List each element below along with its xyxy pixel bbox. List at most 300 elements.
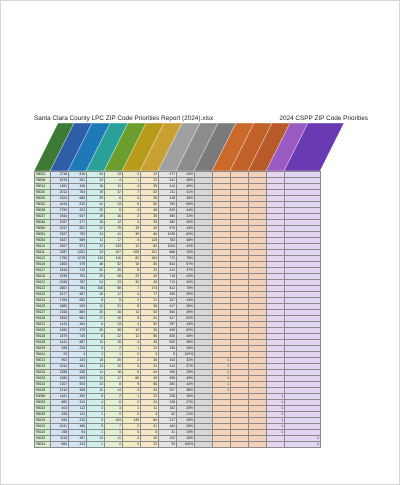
value-cell: 102 — [159, 436, 177, 442]
value-cell: 569 — [69, 238, 87, 244]
value-cell: 26 — [87, 328, 105, 334]
column-header — [122, 123, 164, 171]
value-cell: 318 — [159, 196, 177, 202]
value-cell — [213, 442, 231, 448]
value-cell: 2 — [123, 172, 141, 178]
value-cell: 217 — [159, 418, 177, 424]
value-cell: 46 — [87, 262, 105, 268]
value-cell: 28 — [141, 358, 159, 364]
zip-cell: 95019 — [35, 364, 51, 370]
value-cell: 13 — [87, 364, 105, 370]
value-cell: 40 — [141, 280, 159, 286]
value-cell: 783 — [159, 238, 177, 244]
value-cell: 22 — [141, 394, 159, 400]
value-cell: 35 — [105, 268, 123, 274]
value-cell: 343 — [159, 358, 177, 364]
value-cell: 17 — [105, 238, 123, 244]
value-cell: 31 — [159, 430, 177, 436]
report-title: Santa Clara County LPC ZIP Code Priorities Report (2024).xlsx — [34, 115, 214, 122]
value-cell: 1441 — [51, 340, 69, 346]
value-cell: 6 — [105, 196, 123, 202]
value-cell: 1210 — [51, 388, 69, 394]
value-cell: 1939 — [51, 274, 69, 280]
value-cell: 44% — [177, 382, 195, 388]
value-cell: 12 — [105, 220, 123, 226]
zip-cell: 94085 — [35, 394, 51, 400]
value-cell: 1678 — [51, 178, 69, 184]
value-cell: 902 — [51, 358, 69, 364]
value-cell: 557 — [69, 292, 87, 298]
value-cell: 22 — [87, 244, 105, 250]
value-cell: 1507 — [51, 244, 69, 250]
value-cell: 4 — [123, 208, 141, 214]
value-cell: 11 — [87, 340, 105, 346]
zip-cell: 95116 — [35, 262, 51, 268]
value-cell: 1827 — [51, 238, 69, 244]
value-cell: 2477 — [51, 292, 69, 298]
value-cell: 28 — [141, 196, 159, 202]
value-cell: 1 — [285, 436, 321, 442]
value-cell: 1001 — [69, 250, 87, 256]
zip-cell: 95045 — [35, 412, 51, 418]
column-header — [158, 123, 200, 171]
zip-cell: 95140 — [35, 430, 51, 436]
value-cell: 2 — [123, 214, 141, 220]
value-cell: 816 — [69, 172, 87, 178]
value-cell: 208 — [51, 412, 69, 418]
value-cell: 961 — [69, 178, 87, 184]
value-cell: 1078 — [69, 256, 87, 262]
value-cell: 3 — [123, 364, 141, 370]
value-cell: 1041 — [51, 424, 69, 430]
zip-cell: 95119 — [35, 418, 51, 424]
value-cell: 497 — [69, 436, 87, 442]
value-cell: 1544 — [51, 214, 69, 220]
value-cell: 887 — [69, 340, 87, 346]
value-cell: 115 — [87, 256, 105, 262]
value-cell: 52 — [141, 190, 159, 196]
value-cell: 408 — [159, 328, 177, 334]
value-cell: 25 — [87, 196, 105, 202]
value-cell: 1 — [123, 406, 141, 412]
value-cell: 296 — [159, 376, 177, 382]
zip-cell: 95126 — [35, 370, 51, 376]
zip-cell: 95054 — [35, 238, 51, 244]
value-cell: 36 — [141, 304, 159, 310]
value-cell: 35 — [141, 184, 159, 190]
value-cell: 1 — [87, 442, 105, 448]
value-cell: 327 — [159, 298, 177, 304]
value-cell: 46% — [177, 184, 195, 190]
value-cell: 540 — [51, 418, 69, 424]
value-cell: 38% — [177, 178, 195, 184]
value-cell: 1288 — [51, 370, 69, 376]
value-cell: 477 — [69, 220, 87, 226]
value-cell: 16 — [87, 184, 105, 190]
zip-cell: 94022 — [35, 436, 51, 442]
zip-cell: 95141 — [35, 352, 51, 358]
value-cell: 455 — [51, 346, 69, 352]
value-cell: 1161 — [51, 394, 69, 400]
value-cell: 38 — [105, 328, 123, 334]
value-cell: 66 — [123, 376, 141, 382]
value-cell: 16 — [105, 370, 123, 376]
value-cell: 29% — [177, 370, 195, 376]
value-cell: 2 — [105, 394, 123, 400]
value-cell: 11 — [87, 238, 105, 244]
value-cell: 41% — [177, 190, 195, 196]
value-cell: 2 — [123, 298, 141, 304]
value-cell: 19 — [87, 214, 105, 220]
value-cell: 94 — [69, 430, 87, 436]
value-cell — [195, 442, 213, 448]
value-cell: 1 — [105, 430, 123, 436]
value-cell: 22 — [141, 268, 159, 274]
value-cell: 152 — [159, 406, 177, 412]
value-cell: 8 — [87, 298, 105, 304]
value-cell: 39 — [123, 232, 141, 238]
value-cell: 2 — [105, 346, 123, 352]
value-cell: 668 — [159, 250, 177, 256]
value-cell: 4 — [123, 322, 141, 328]
value-cell: 3 — [141, 352, 159, 358]
value-cell: 784 — [69, 286, 87, 292]
value-cell: 1057 — [51, 220, 69, 226]
value-cell: 754 — [69, 190, 87, 196]
value-cell: 14 — [123, 310, 141, 316]
zip-cell: 95020 — [35, 190, 51, 196]
value-cell: 464 — [69, 322, 87, 328]
value-cell: 55% — [177, 202, 195, 208]
value-cell: 19% — [177, 430, 195, 436]
value-cell: 43% — [177, 322, 195, 328]
value-cell: 1 — [213, 358, 231, 364]
value-cell: 17 — [87, 316, 105, 322]
value-cell: 1080 — [51, 376, 69, 382]
value-cell: 77 — [141, 292, 159, 298]
value-cell: 60 — [141, 202, 159, 208]
value-cell: 23 — [105, 280, 123, 286]
value-cell: 48 — [141, 208, 159, 214]
value-cell: 2718 — [51, 172, 69, 178]
zip-cell: 95112 — [35, 256, 51, 262]
zip-cell: 95122 — [35, 286, 51, 292]
value-cell: 680 — [69, 196, 87, 202]
zip-cell: 95121 — [35, 280, 51, 286]
value-cell: 93 — [159, 442, 177, 448]
value-cell: 94 — [87, 172, 105, 178]
value-cell: 24 — [87, 280, 105, 286]
value-cell: 104 — [105, 418, 123, 424]
value-cell: 36% — [177, 394, 195, 400]
value-cell: 772 — [159, 256, 177, 262]
value-cell: 100% — [177, 442, 195, 448]
value-cell: 35 — [141, 214, 159, 220]
value-cell: 1 — [105, 352, 123, 358]
value-cell: 23 — [87, 250, 105, 256]
value-cell: 58 — [105, 286, 123, 292]
value-cell: 57% — [177, 262, 195, 268]
value-cell: 49% — [177, 310, 195, 316]
value-cell: 1750 — [51, 256, 69, 262]
value-cell: 8 — [105, 382, 123, 388]
value-cell: 6 — [123, 238, 141, 244]
value-cell: 1 — [267, 412, 285, 418]
value-cell: 6 — [105, 400, 123, 406]
value-cell: 15 — [105, 340, 123, 346]
value-cell: 5 — [159, 352, 177, 358]
value-cell: 64 — [141, 370, 159, 376]
zip-cell: 95043 — [35, 406, 51, 412]
value-cell: 718 — [159, 274, 177, 280]
value-cell: 661 — [69, 316, 87, 322]
value-cell: 5 — [105, 298, 123, 304]
value-cell — [267, 442, 285, 448]
value-cell: 860 — [51, 442, 69, 448]
zip-cell: 95123 — [35, 292, 51, 298]
value-cell: 4 — [87, 400, 105, 406]
value-cell: 536 — [159, 334, 177, 340]
column-header — [140, 123, 182, 171]
value-cell: 107 — [105, 250, 123, 256]
value-cell: 36% — [177, 196, 195, 202]
value-cell: 8 — [87, 334, 105, 340]
value-cell: 314 — [159, 364, 177, 370]
value-cell: 417 — [159, 304, 177, 310]
value-cell: 1 — [285, 442, 321, 448]
zip-cell: 95138 — [35, 340, 51, 346]
value-cell: 403 — [51, 406, 69, 412]
value-cell: 66 — [141, 232, 159, 238]
value-cell: 0 — [123, 412, 141, 418]
value-cell: 0 — [123, 430, 141, 436]
zip-cell: 95033 — [35, 400, 51, 406]
zip-cell: 95134 — [35, 382, 51, 388]
column-header — [266, 123, 308, 171]
zip-cell: 95120 — [35, 424, 51, 430]
value-cell: 8 — [123, 268, 141, 274]
value-cell: 52% — [177, 316, 195, 322]
value-cell: 21% — [177, 412, 195, 418]
value-cell: 16 — [105, 310, 123, 316]
value-cell: 44% — [177, 298, 195, 304]
value-cell: 787 — [69, 280, 87, 286]
value-cell: 21 — [141, 298, 159, 304]
value-cell: 2667 — [51, 286, 69, 292]
value-cell: 17 — [105, 292, 123, 298]
value-cell: 0 — [105, 442, 123, 448]
value-cell: 42% — [177, 280, 195, 286]
value-cell: 24 — [141, 400, 159, 406]
value-cell: 1 — [87, 352, 105, 358]
value-cell: 1 — [123, 346, 141, 352]
value-cell: 25 — [141, 220, 159, 226]
value-cell: 45% — [177, 334, 195, 340]
value-cell: 76% — [177, 250, 195, 256]
value-cell — [231, 442, 249, 448]
zip-cell: 95050 — [35, 226, 51, 232]
zip-cell: 95127 — [35, 310, 51, 316]
value-cell: 198 — [51, 430, 69, 436]
zip-cell: 95014 — [35, 184, 51, 190]
value-cell: 48% — [177, 340, 195, 346]
value-cell: 2927 — [51, 232, 69, 238]
zip-cell: 95013 — [35, 358, 51, 364]
value-cell: 3 — [123, 220, 141, 226]
value-cell: 48% — [177, 238, 195, 244]
value-cell: 20 — [87, 208, 105, 214]
zip-cell: 95118 — [35, 274, 51, 280]
value-cell: 2 — [87, 406, 105, 412]
value-cell: 414 — [159, 184, 177, 190]
value-cell: 24 — [87, 232, 105, 238]
value-cell: 461 — [69, 364, 87, 370]
value-cell: 802 — [69, 226, 87, 232]
value-cell: 871 — [69, 244, 87, 250]
value-cell: 420 — [69, 358, 87, 364]
value-cell: 1615 — [51, 202, 69, 208]
value-cell: 62% — [177, 328, 195, 334]
value-cell: 1143 — [51, 322, 69, 328]
value-cell: 128 — [159, 400, 177, 406]
value-cell: 7 — [105, 424, 123, 430]
value-cell: 80 — [141, 262, 159, 268]
value-cell: 28% — [177, 406, 195, 412]
zip-cell: 95111 — [35, 250, 51, 256]
value-cell: 1 — [213, 370, 231, 376]
value-cell: 8 — [87, 394, 105, 400]
value-cell: 8 — [105, 208, 123, 214]
value-cell: 16 — [105, 316, 123, 322]
value-cell: 133 — [105, 244, 123, 250]
value-cell: 11 — [105, 436, 123, 442]
value-cell: 414 — [159, 268, 177, 274]
column-header — [34, 123, 74, 171]
column-header — [284, 123, 344, 171]
value-cell: 12 — [123, 328, 141, 334]
value-cell: 22 — [141, 178, 159, 184]
value-cell: 505 — [69, 376, 87, 382]
value-cell: 422 — [69, 208, 87, 214]
value-cell: 5 — [123, 316, 141, 322]
value-cell: 56 — [141, 334, 159, 340]
value-cell: 28% — [177, 418, 195, 424]
column-header — [104, 123, 146, 171]
zip-cell: 95032 — [35, 202, 51, 208]
value-cell: 75% — [177, 256, 195, 262]
value-cell: 1790 — [51, 208, 69, 214]
value-cell: 22 — [141, 442, 159, 448]
value-cell: 45% — [177, 376, 195, 382]
value-cell: 2166 — [51, 310, 69, 316]
value-cell: 45 — [141, 340, 159, 346]
value-cell: 40% — [177, 220, 195, 226]
zip-cell: 95117 — [35, 268, 51, 274]
value-cell — [249, 442, 267, 448]
value-cell: 382 — [159, 220, 177, 226]
value-cell: 1 — [213, 376, 231, 382]
value-cell: 112 — [69, 406, 87, 412]
column-header — [230, 123, 272, 171]
value-cell: 12 — [87, 304, 105, 310]
value-cell: 486 — [69, 424, 87, 430]
value-cell: 445 — [69, 184, 87, 190]
value-cell: 27% — [177, 400, 195, 406]
value-cell: 52 — [105, 262, 123, 268]
value-cell: 1044 — [51, 364, 69, 370]
value-cell: 19 — [123, 226, 141, 232]
value-cell: 4 — [123, 184, 141, 190]
value-cell: 11 — [87, 370, 105, 376]
value-cell: 13 — [105, 172, 123, 178]
value-cell: 2 — [123, 358, 141, 364]
value-cell: 44% — [177, 172, 195, 178]
zip-cell: 95030 — [35, 196, 51, 202]
value-cell: 575 — [159, 226, 177, 232]
value-cell: 35% — [177, 346, 195, 352]
value-cell: 22 — [105, 334, 123, 340]
value-cell: 0 — [105, 412, 123, 418]
value-cell: 6 — [123, 202, 141, 208]
value-cell: 477 — [159, 172, 177, 178]
value-cell: 495 — [159, 292, 177, 298]
value-cell: 751 — [69, 274, 87, 280]
value-cell: 226 — [69, 346, 87, 352]
value-cell: 121 — [69, 412, 87, 418]
value-cell: 1307 — [51, 382, 69, 388]
value-cell: 41 — [141, 424, 159, 430]
value-cell: 1 — [123, 178, 141, 184]
value-cell: 14 — [105, 388, 123, 394]
value-cell: 20 — [87, 310, 105, 316]
value-cell: 22 — [87, 226, 105, 232]
value-cell: 10 — [87, 388, 105, 394]
value-cell: 30 — [141, 328, 159, 334]
value-cell: 413 — [69, 442, 87, 448]
value-cell: 2 — [123, 400, 141, 406]
value-cell: 18% — [177, 436, 195, 442]
value-cell: 1 — [267, 430, 285, 436]
value-cell: 31% — [177, 214, 195, 220]
value-cell: 2345 — [51, 280, 69, 286]
value-cell: 3 — [87, 418, 105, 424]
value-cell: 42 — [141, 226, 159, 232]
value-cell: 9 — [87, 424, 105, 430]
value-cell: 13 — [105, 322, 123, 328]
value-cell: 1 — [267, 424, 285, 430]
value-cell: 450 — [159, 214, 177, 220]
value-cell: 43 — [141, 388, 159, 394]
value-cell: 408 — [69, 388, 87, 394]
value-cell: 1879 — [51, 334, 69, 340]
value-cell: 13 — [105, 202, 123, 208]
zip-cell: 95008 — [35, 178, 51, 184]
column-header — [194, 123, 236, 171]
value-cell: 1045 — [159, 232, 177, 238]
zip-cell: 95125 — [35, 304, 51, 310]
value-cell: 36% — [177, 304, 195, 310]
value-cell: 29 — [87, 274, 105, 280]
value-cell: 7 — [123, 190, 141, 196]
value-cell: 3 — [105, 406, 123, 412]
value-cell: 427 — [159, 316, 177, 322]
value-cell: 63% — [177, 232, 195, 238]
value-cell: 7 — [123, 286, 141, 292]
value-cell: 1 — [87, 430, 105, 436]
value-cell: 210 — [69, 418, 87, 424]
value-cell: 1 — [213, 382, 231, 388]
value-cell: 22 — [123, 274, 141, 280]
